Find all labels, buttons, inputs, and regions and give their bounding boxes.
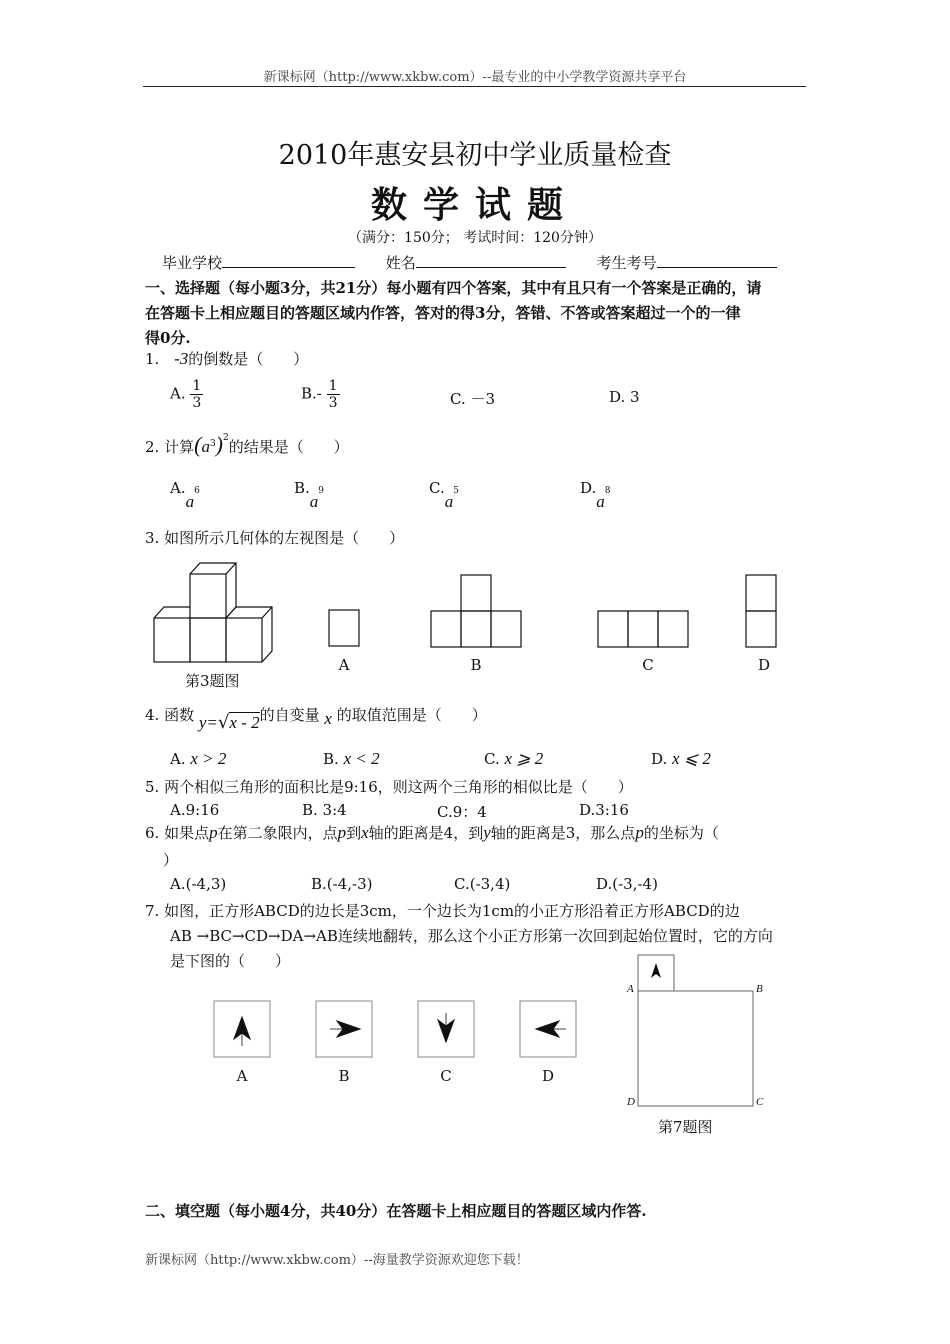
q4-option-a[interactable]: A. x > 2	[170, 749, 227, 768]
q1-expr: -3	[174, 349, 189, 368]
q3-stem: 3. 如图所示几何体的左视图是（ ）	[145, 529, 405, 547]
q7-label-d[interactable]: D	[541, 1067, 555, 1085]
q1-option-c[interactable]: C. －3	[450, 390, 496, 408]
section1-line3: 得0分.	[145, 329, 191, 347]
section1-line1: 一、选择题（每小题3分，共21分）每小题有四个答案，其中有且只有一个答案是正确的，请	[145, 279, 762, 297]
q5-option-c[interactable]: C.9：4	[437, 803, 487, 821]
exam-title: 2010年惠安县初中学业质量检查	[278, 140, 672, 171]
q1-number: 1.	[145, 350, 160, 368]
q2-base: a	[201, 437, 210, 456]
name-label: 姓名	[385, 254, 416, 272]
q7-corner-c: C	[756, 1096, 764, 1108]
q3-label-b[interactable]: B	[470, 656, 482, 674]
q7-corner-d: D	[627, 1096, 635, 1108]
q4-stem: 4. 函数 y=√x - 2的自变量 x 的取值范围是（ ）	[145, 706, 487, 733]
q1-option-a[interactable]: A. $\frac{1}{3}$	[170, 378, 202, 411]
q6-option-b[interactable]: B.(-4,-3)	[311, 875, 373, 893]
q2-stem: 2. 计算$(a^3)^2$的结果是（ ）	[145, 432, 349, 457]
q1-text: 的倒数是（ ）	[188, 350, 309, 368]
q7-square-abcd	[638, 991, 753, 1106]
q7-corner-b: B	[756, 983, 763, 995]
page-footer: 新课标网（http://www.xkbw.com）--海量教学资源欢迎您下载！	[145, 1253, 529, 1268]
q2-option-a[interactable]: $A.a^6$	[170, 479, 200, 511]
exam-no-label: 考生考号	[596, 254, 657, 272]
q3-label-d[interactable]: D	[757, 656, 771, 674]
page-header: 新课标网（http://www.xkbw.com）--最专业的中小学教学资源共享平台	[263, 70, 687, 85]
q2-option-c[interactable]: $C.a^5$	[429, 479, 459, 511]
q5-option-a[interactable]: A.9:16	[170, 801, 220, 819]
q7-caption: 第7题图	[658, 1118, 713, 1136]
q2-option-d[interactable]: $D.a^8$	[580, 479, 611, 511]
q6-option-d[interactable]: D.(-3,-4)	[596, 875, 658, 893]
q7-line1: 7. 如图，正方形ABCD的边长是3cm，一个边长为1cm的小正方形沿着正方形ABCD的边	[145, 902, 740, 920]
q7-line3: 是下图的（ ）	[170, 952, 291, 970]
q4-option-c[interactable]: C. x ⩾ 2	[484, 749, 544, 768]
q7-corner-a: A	[627, 983, 634, 995]
q7-label-a[interactable]: A	[236, 1067, 248, 1085]
exam-info: （满分：150分； 考试时间：120分钟）	[348, 230, 602, 246]
q1-option-d[interactable]: D. 3	[609, 388, 640, 406]
q5-option-d[interactable]: D.3:16	[579, 801, 629, 819]
q7-label-b[interactable]: B	[338, 1067, 350, 1085]
subject-title: 数学试题	[370, 184, 579, 226]
q6-stem-cont: ）	[163, 851, 179, 869]
q3-caption: 第3题图	[185, 672, 240, 690]
school-label: 毕业学校	[162, 254, 223, 272]
q4-option-d[interactable]: D. x ⩽ 2	[651, 749, 711, 768]
q6-option-c[interactable]: C.(-3,4)	[454, 875, 511, 893]
q3-label-a[interactable]: A	[338, 656, 350, 674]
section1-line2: 在答题卡上相应题目的答题区域内作答，答对的得3分，答错、不答或答案超过一个的一律	[145, 304, 741, 322]
q3-label-c[interactable]: C	[642, 656, 654, 674]
q7-line2: AB →BC→CD→DA→AB连续地翻转，那么这个小正方形第一次回到起始位置时，它的方向	[170, 927, 773, 945]
q1-option-b[interactable]: B.- $\frac{1}{3}$	[301, 378, 338, 411]
q5-stem: 5. 两个相似三角形的面积比是9:16，则这两个三角形的相似比是（ ）	[145, 778, 633, 796]
q4-option-b[interactable]: B. x < 2	[323, 749, 380, 768]
q7-start-arrow-icon	[651, 963, 661, 978]
q6-stem: 6. 如果点p在第二象限内，点p到x轴的距离是4，到y轴的距离是3，那么点p的坐标为（	[145, 823, 719, 842]
section2-heading: 二、填空题（每小题4分，共40分）在答题卡上相应题目的答题区域内作答.	[145, 1202, 647, 1220]
q5-option-b[interactable]: B. 3:4	[302, 801, 347, 819]
q7-label-c[interactable]: C	[440, 1067, 452, 1085]
q6-option-a[interactable]: A.(-4,3)	[170, 875, 227, 893]
q2-option-b[interactable]: $B.a^9$	[294, 479, 325, 511]
